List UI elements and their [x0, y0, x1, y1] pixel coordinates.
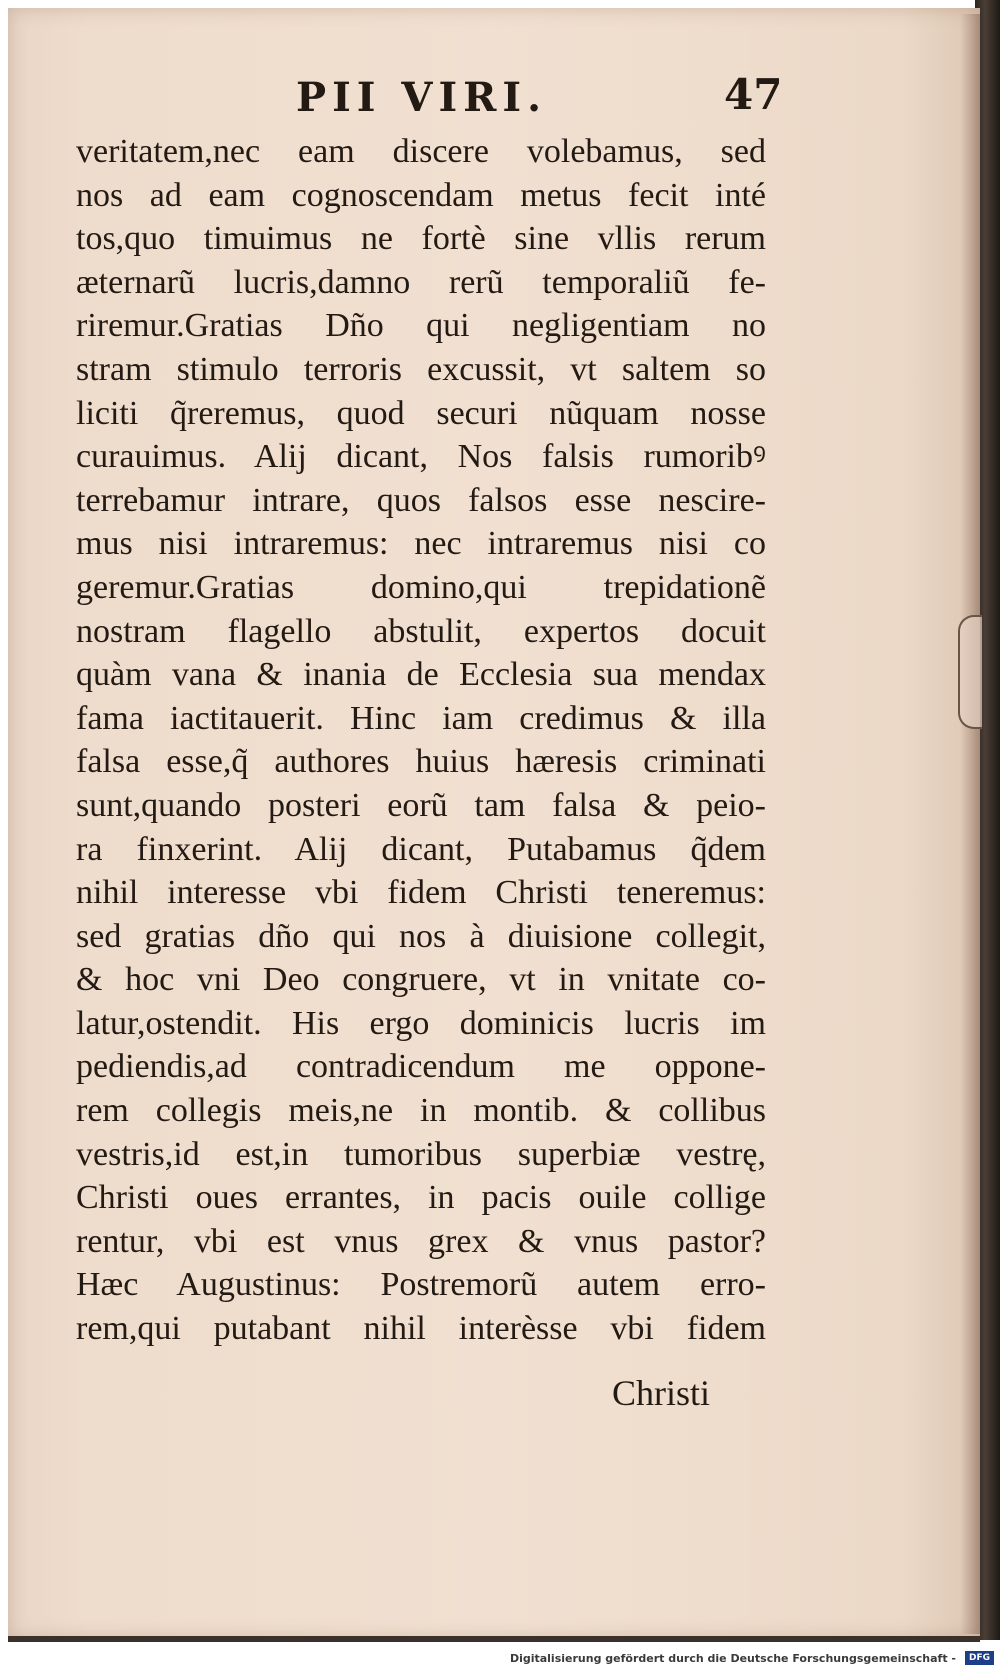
- text-line: riremur.Gratias Dño qui negligentiam no: [76, 307, 766, 345]
- page-gutter-shadow: [960, 14, 980, 1634]
- text-line: nihil interesse vbi fidem Christi teneremus:: [76, 874, 766, 912]
- digitization-footer: [0, 1642, 1000, 1674]
- text-line: liciti q̃reremus, quod securi nũquam nosse: [76, 394, 766, 432]
- text-line: Hæc Augustinus: Postremorũ autem erro-: [76, 1266, 766, 1304]
- page-tab-marker: [958, 615, 982, 729]
- text-line: terrebamur intrare, quos falsos esse nescire-: [76, 481, 766, 519]
- text-line: sed gratias dño qui nos à diuisione collegit,: [76, 917, 766, 955]
- text-line: ra finxerint. Alij dicant, Putabamus q̃dem: [76, 830, 766, 868]
- running-head: PII VIRI.: [296, 74, 548, 121]
- text-line: geremur.Gratias domino,qui trepidationẽ: [76, 568, 766, 606]
- page-number: 47: [724, 70, 783, 119]
- body-text: [76, 130, 766, 1351]
- text-line: nos ad eam cognoscendam metus fecit inté: [76, 176, 766, 214]
- text-line: quàm vana & inania de Ecclesia sua mendax: [76, 656, 766, 694]
- page-header: [60, 70, 783, 130]
- text-line: curauimus. Alij dicant, Nos falsis rumoribꝰ: [76, 438, 766, 476]
- dfg-logo: DFG: [965, 1651, 994, 1665]
- text-line: rem collegis meis,ne in montib. & collibus: [76, 1092, 766, 1130]
- text-line: æternarũ lucris,damno rerũ temporaliũ fe-: [76, 263, 766, 301]
- text-line: mus nisi intraremus: nec intraremus nisi co: [76, 525, 766, 563]
- text-line: latur,ostendit. His ergo dominicis lucris im: [76, 1004, 766, 1042]
- text-line: fama iactitauerit. Hinc iam credimus & illa: [76, 699, 766, 737]
- text-line: rentur, vbi est vnus grex & vnus pastor?: [76, 1222, 766, 1260]
- text-line: nostram flagello abstulit, expertos docuit: [76, 612, 766, 650]
- text-line: vestris,id est,in tumoribus superbiæ vestrę,: [76, 1135, 766, 1173]
- text-line: pediendis,ad contradicendum me oppone-: [76, 1048, 766, 1086]
- text-line: Christi oues errantes, in pacis ouile collige: [76, 1179, 766, 1217]
- catchword: Christi: [612, 1373, 711, 1413]
- text-line: tos,quo timuimus ne fortè sine vllis rerum: [76, 220, 766, 258]
- text-line: falsa esse,q̃ authores huius hæresis criminati: [76, 743, 766, 781]
- text-line: rem,qui putabant nihil interèsse vbi fidem: [76, 1310, 766, 1348]
- text-line: sunt,quando posteri eorũ tam falsa & peio-: [76, 786, 766, 824]
- text-line: & hoc vni Deo congruere, vt in vnitate co-: [76, 961, 766, 999]
- funding-credit: Digitalisierung gefördert durch die Deutsche Forschungsgemeinschaft -: [509, 1652, 956, 1665]
- text-line: stram stimulo terroris excussit, vt saltem so: [76, 350, 766, 388]
- text-line: veritatem,nec eam discere volebamus, sed: [76, 133, 766, 170]
